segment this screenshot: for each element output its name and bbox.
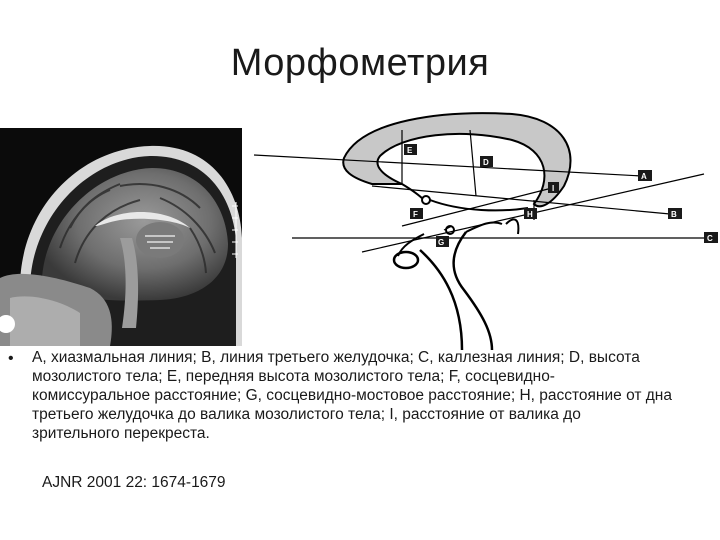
measure-d-line: [470, 130, 476, 196]
label-f-tag: [410, 208, 423, 219]
caption-text: A, хиазмальная линия; B, линия третьего желудочка; C, каллезная линия; D, высота мозолистого тела; E, передняя высота мозолистого тела; F, сосцевидно-комиссуральное расстояние; G, сосцевидно-мостовое расстояние; H, расстояние от дна третьего желудочка до валика мозолистого тела; I, расстояние от валика до зрительного перекреста.: [32, 349, 672, 442]
slide-title: Морфометрия: [230, 42, 490, 84]
morphometry-diagram: [252, 100, 720, 350]
label-b-tag: [668, 208, 682, 219]
svg-text:B: B: [671, 210, 677, 219]
label-a-tag: [638, 170, 652, 181]
label-h-tag: [524, 208, 537, 219]
svg-text:C: C: [707, 234, 713, 243]
label-c-tag: [704, 232, 718, 243]
svg-text:G: G: [438, 238, 445, 247]
svg-text:A: A: [641, 172, 647, 181]
svg-text:H: H: [527, 210, 533, 219]
svg-text:I: I: [552, 184, 555, 193]
mri-sagittal-image: [0, 128, 242, 346]
label-g-tag: [436, 236, 449, 247]
line-a: [254, 155, 642, 176]
label-e-tag: [404, 144, 417, 155]
svg-text:D: D: [483, 158, 489, 167]
label-i-tag: [548, 182, 559, 193]
svg-text:E: E: [407, 146, 413, 155]
svg-text:F: F: [413, 210, 418, 219]
label-d-tag: [480, 156, 493, 167]
citation-text: AJNR 2001 22: 1674-1679: [42, 474, 226, 491]
bullet-marker: •: [8, 350, 14, 367]
